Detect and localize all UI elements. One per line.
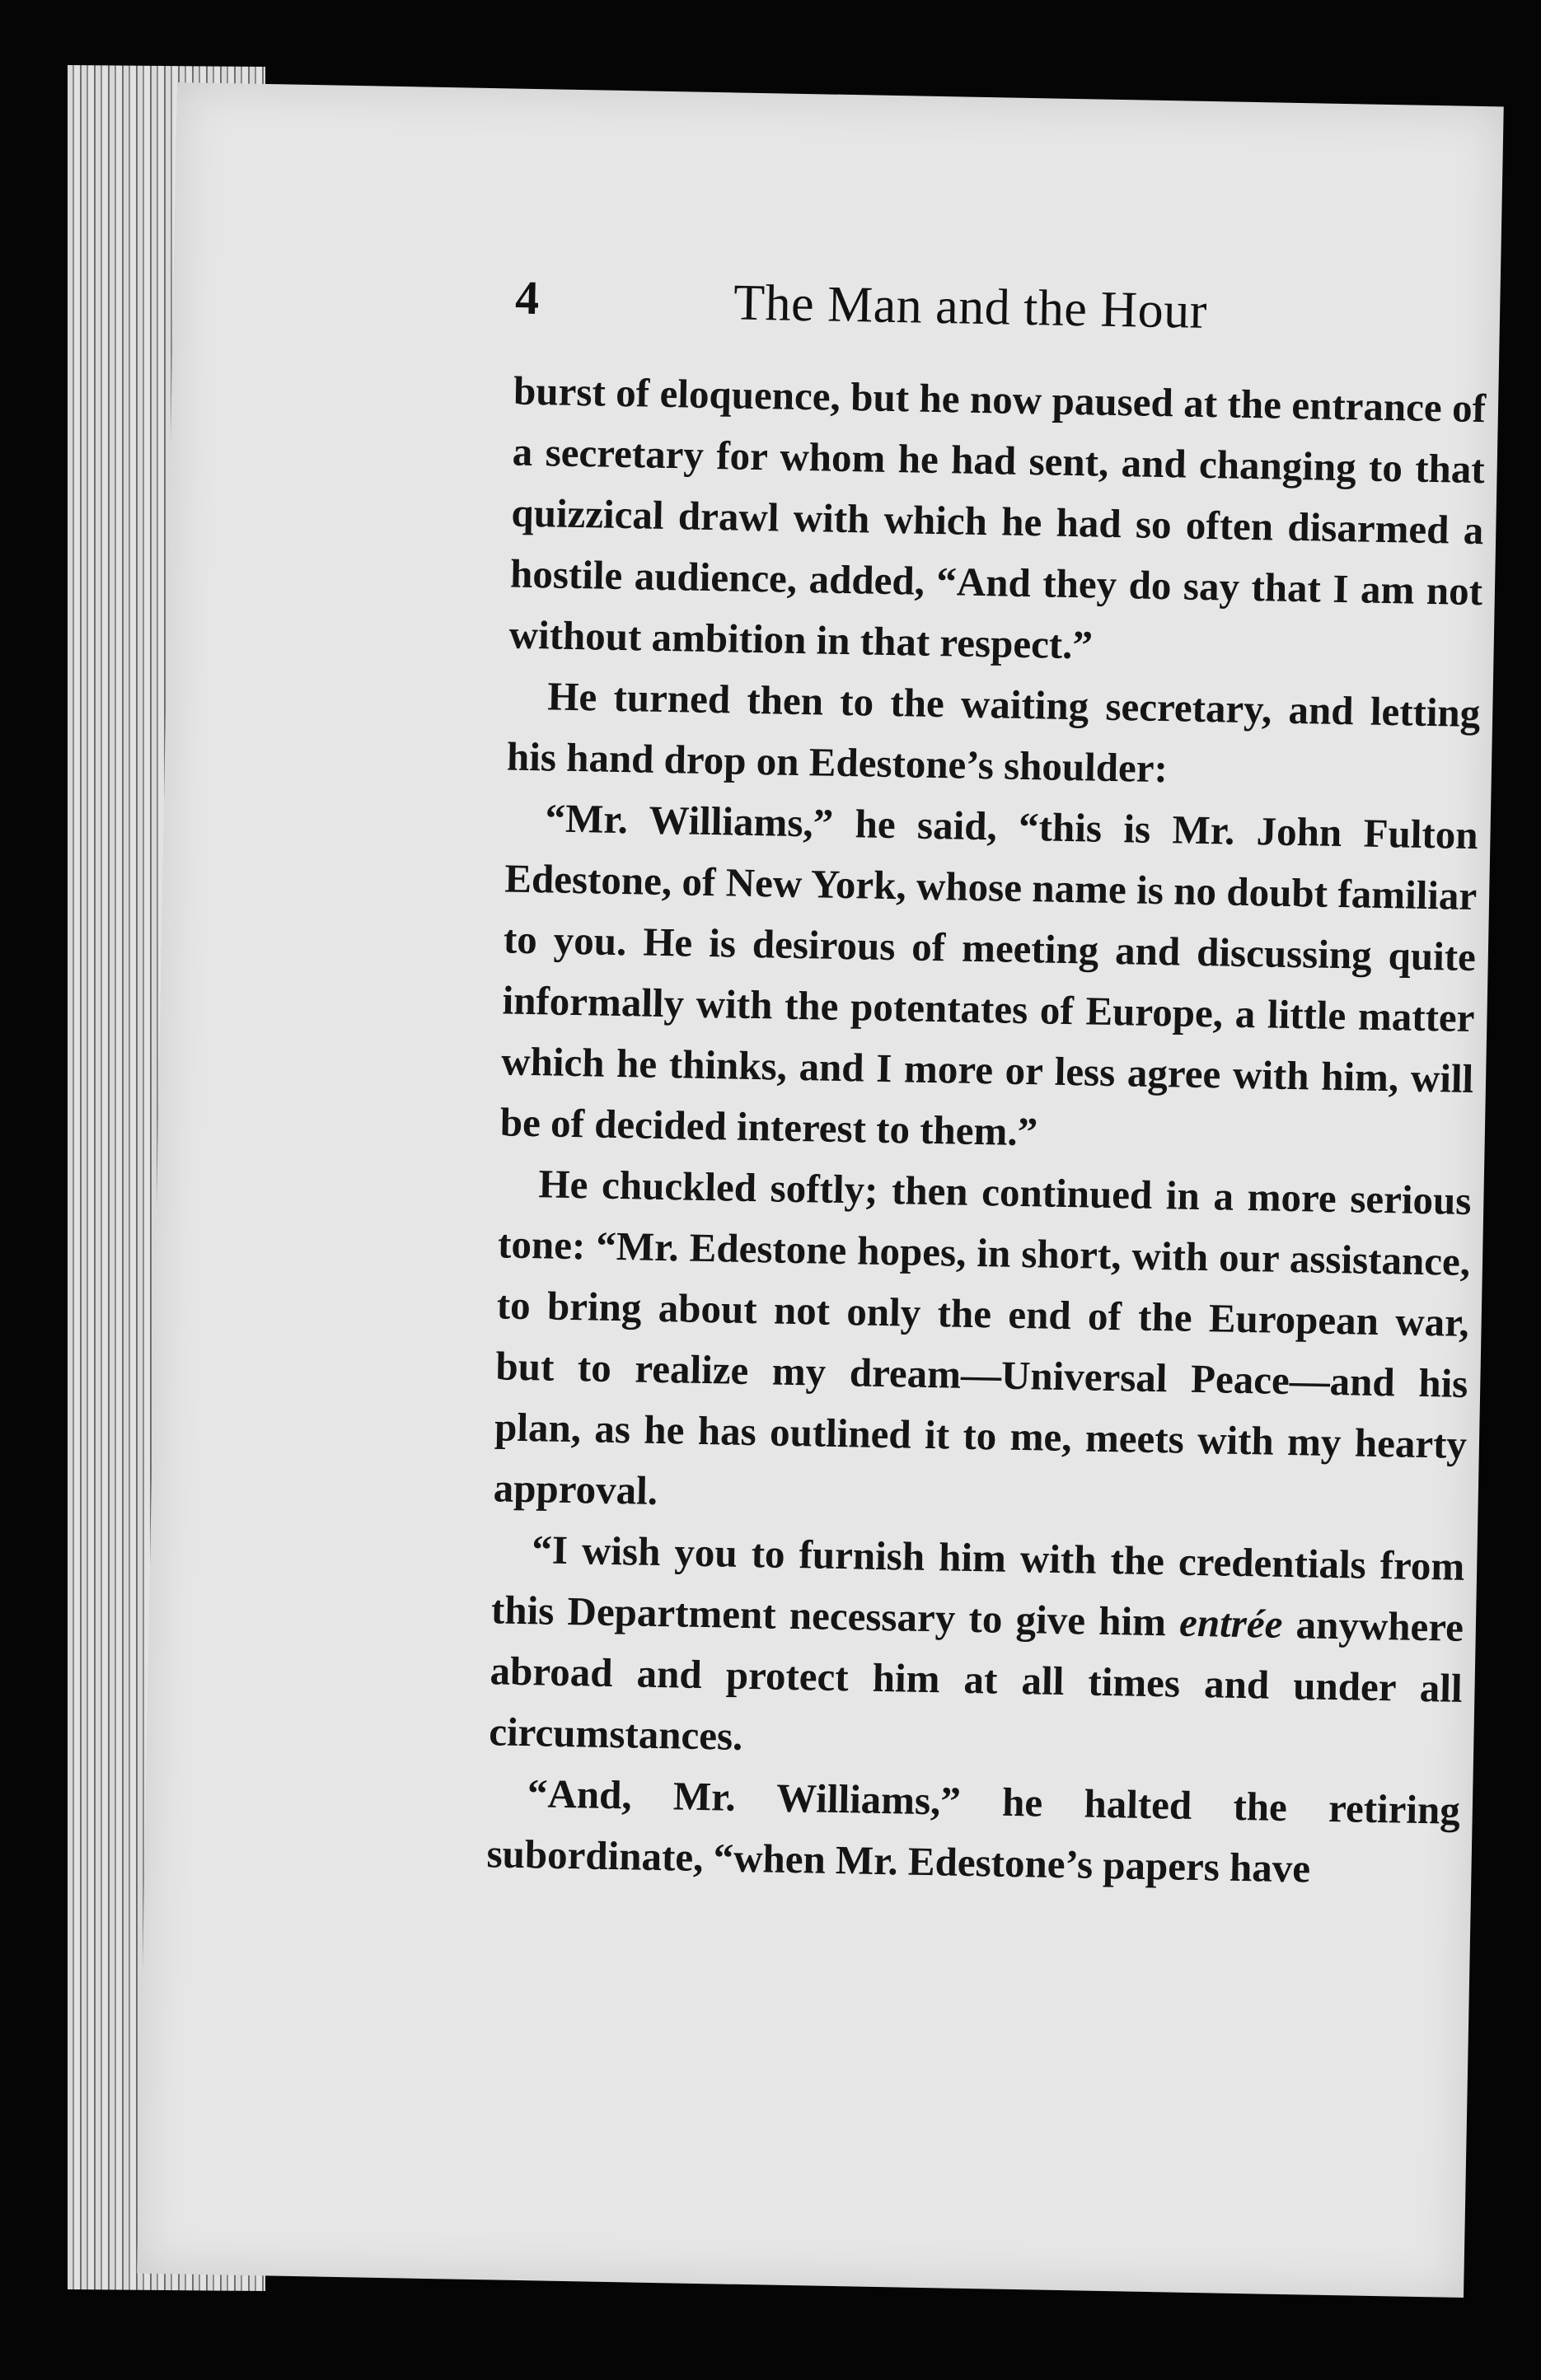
- paragraph-5-before: “I wish you to furnish him with the credentials from this Department necessary to give him: [490, 1527, 1465, 1645]
- body-text: [486, 361, 1487, 1902]
- paragraph-5: [489, 1518, 1465, 1780]
- book-page: [137, 82, 1503, 2298]
- running-head: [514, 270, 1488, 379]
- paragraph-6: “And, Mr. Williams,” he halted the retiring subordinate, “when Mr. Edestone’s papers have: [486, 1770, 1461, 1891]
- paragraph-3: “Mr. Williams,” he said, “this is Mr. John Fulton Edestone, of New York, whose name is no doubt familiar to you. He is desirous of meeting and discussing quite informally with the potentates of Europe, a little matter which he thinks, and I more or less agree with him, will be of decided interest to them.”: [499, 795, 1479, 1155]
- paragraph-4: He chuckled softly; then continued in a more serious tone: “Mr. Edestone hopes, in short, with our assistance, to bring about not only the end of the European war, but to realize my dream—Universal Peace—and his plan, as he has outlined it to me, meets with my hearty approval.: [493, 1161, 1472, 1513]
- page-content: [486, 270, 1488, 1902]
- page-number: 4: [514, 270, 540, 325]
- paragraph-5-italic: entrée: [1178, 1599, 1283, 1647]
- paragraph-1: burst of eloquence, but he now paused at the entrance of a secretary for whom he had sent, and changing to that quizzical drawl with which he had so often disarmed a hostile audience, added, “And they do say that I am not without ambition in that respect.”: [508, 367, 1487, 668]
- running-title: The Man and the Hour: [733, 274, 1208, 339]
- paragraph-2: He turned then to the waiting secretary, and letting his hand drop on Edestone’s shoulder:: [506, 673, 1481, 792]
- paragraph-5-after: anywhere abroad and protect him at all times and under all circumstances.: [488, 1601, 1464, 1759]
